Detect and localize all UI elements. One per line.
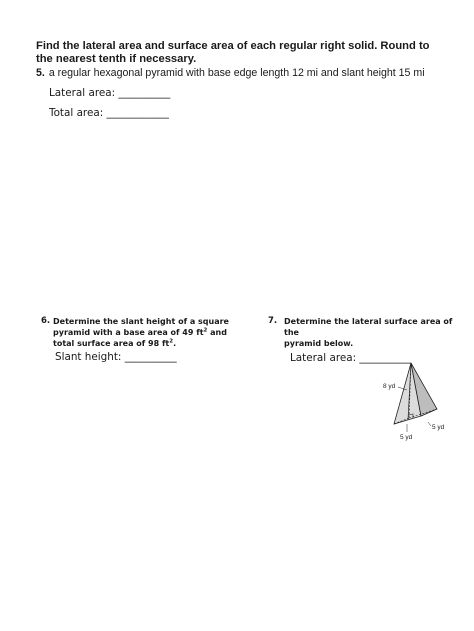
problem-5	[36, 67, 425, 79]
side-length-label: 5 yd	[432, 424, 445, 431]
problem-7-number: 7.	[268, 316, 278, 326]
problem-7-text	[284, 316, 464, 350]
problem-7-line-2: pyramid below.	[284, 339, 354, 349]
problem-5-lateral-area-blank[interactable]: Lateral area: __________	[49, 87, 171, 99]
problem-7-lateral-area-blank[interactable]: Lateral area: __________	[290, 352, 412, 364]
problem-6-slant-height-blank[interactable]: Slant height: __________	[55, 351, 177, 363]
problem-7-line-1: Determine the lateral surface area of the	[284, 317, 453, 338]
square-pyramid-figure	[360, 360, 470, 445]
problem-5-total-area-blank[interactable]: Total area: ____________	[49, 107, 169, 119]
side-label-leader	[428, 422, 431, 426]
problem-6-line-2: pyramid with a base area of 49 $ft^2$ and	[53, 327, 227, 338]
problem-5-text: a regular hexagonal pyramid with base edge length 12 mi and slant height 15 mi	[48, 67, 425, 79]
problem-6-line-1: Determine the slant height of a square	[53, 317, 229, 326]
problem-6-text	[53, 316, 243, 350]
base-length-label: 5 yd	[400, 434, 413, 441]
problem-6-number: 6.	[41, 316, 51, 326]
instructions-heading: Find the lateral area and surface area of each regular right solid. Round to the nearest tenth if necessary.	[36, 40, 430, 65]
slant-height-label: 8 yd	[383, 383, 396, 390]
problem-5-number: 5.	[36, 67, 45, 79]
problem-6-line-3: total surface area of 98 $ft^2$.	[53, 338, 177, 349]
